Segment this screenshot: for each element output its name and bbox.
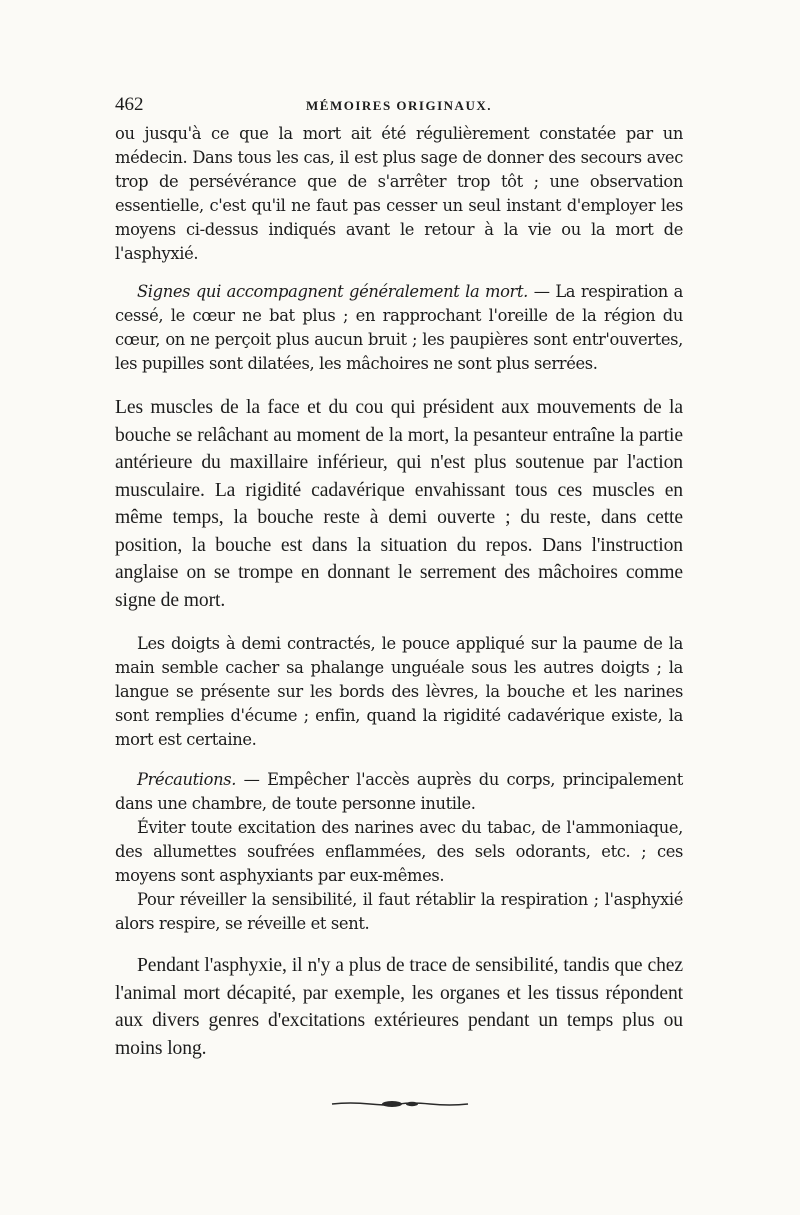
section-heading-precautions: Précautions. — [137, 770, 237, 789]
paragraph-text: Pendant l'asphyxie, il n'y a plus de trace de sensibilité, tandis que chez l'animal mort décapité, par exemple, les organes et les tissus répondent aux divers genres d'excitations extérieures pendant un temps plus ou moins long. — [115, 955, 683, 1059]
section-heading-signs: Signes qui accompagnent généralement la mort. — [137, 282, 529, 301]
page — [115, 94, 683, 1062]
page-header — [115, 94, 683, 118]
paragraph-avoid-excitation — [115, 816, 683, 888]
paragraph-facial-muscles — [115, 394, 683, 614]
paragraph-continuation — [115, 122, 683, 266]
paragraph-text: ou jusqu'à ce que la mort ait été régulièrement constatée par un médecin. Dans tous les cas, il est plus sage de donner des secours avec trop de persévérance que de s'arrêter trop tôt ; une observation essentielle, c'est qu'il ne faut pas cesser un seul instant d'employer les moyens ci-dessus indiqués avant le retour à la vie ou la mort de l'asphyxié. — [115, 124, 683, 263]
paragraph-text: — La respiration a cessé, le cœur ne bat plus ; en rapprochant l'oreille de la région du cœur, on ne perçoit plus aucun bruit ; les paupières sont entr'ouvertes, les pupilles sont dilatées, les mâchoires ne sont plus serrées. — [115, 282, 683, 373]
paragraph-fingers — [115, 632, 683, 752]
paragraph-text: — Empêcher l'accès auprès du corps, principalement dans une chambre, de toute personne inutile. — [115, 770, 683, 813]
page-number: 462 — [115, 94, 144, 115]
running-title: MÉMOIRES ORIGINAUX. — [306, 98, 492, 113]
paragraph-restore-sensibility — [115, 888, 683, 936]
paragraph-text: Les muscles de la face et du cou qui président aux mouvements de la bouche se relâchant au moment de la mort, la pesanteur entraîne la partie antérieure du maxillaire inférieur, qui n'est plus soutenue par l'action musculaire. La rigidité cadavérique envahissant tous ces muscles en même temps, la bouche reste à demi ouverte ; du reste, dans cette position, la bouche est dans la situation du repos. Dans l'instruction anglaise on se trompe en donnant le serrement des mâchoires comme signe de mort. — [115, 397, 683, 611]
paragraph-signs-of-death — [115, 280, 683, 376]
paragraph-text: Les doigts à demi contractés, le pouce appliqué sur la paume de la main semble cacher sa phalange unguéale sous les autres doigts ; la langue se présente sur les bords des lèvres, la bouche et les narines sont remplies d'écume ; enfin, quand la rigidité cadavérique existe, la mort est certaine. — [115, 634, 683, 749]
end-ornament-icon — [330, 1098, 470, 1110]
paragraph-precautions — [115, 768, 683, 816]
paragraph-asphyxia — [115, 952, 683, 1062]
paragraph-text: Pour réveiller la sensibilité, il faut rétablir la respiration ; l'asphyxié alors respire, se réveille et sent. — [115, 890, 683, 933]
paragraph-text: Éviter toute excitation des narines avec du tabac, de l'ammoniaque, des allumettes soufrées enflammées, des sels odorants, etc. ; ces moyens sont asphyxiants par eux-mêmes. — [115, 818, 683, 885]
